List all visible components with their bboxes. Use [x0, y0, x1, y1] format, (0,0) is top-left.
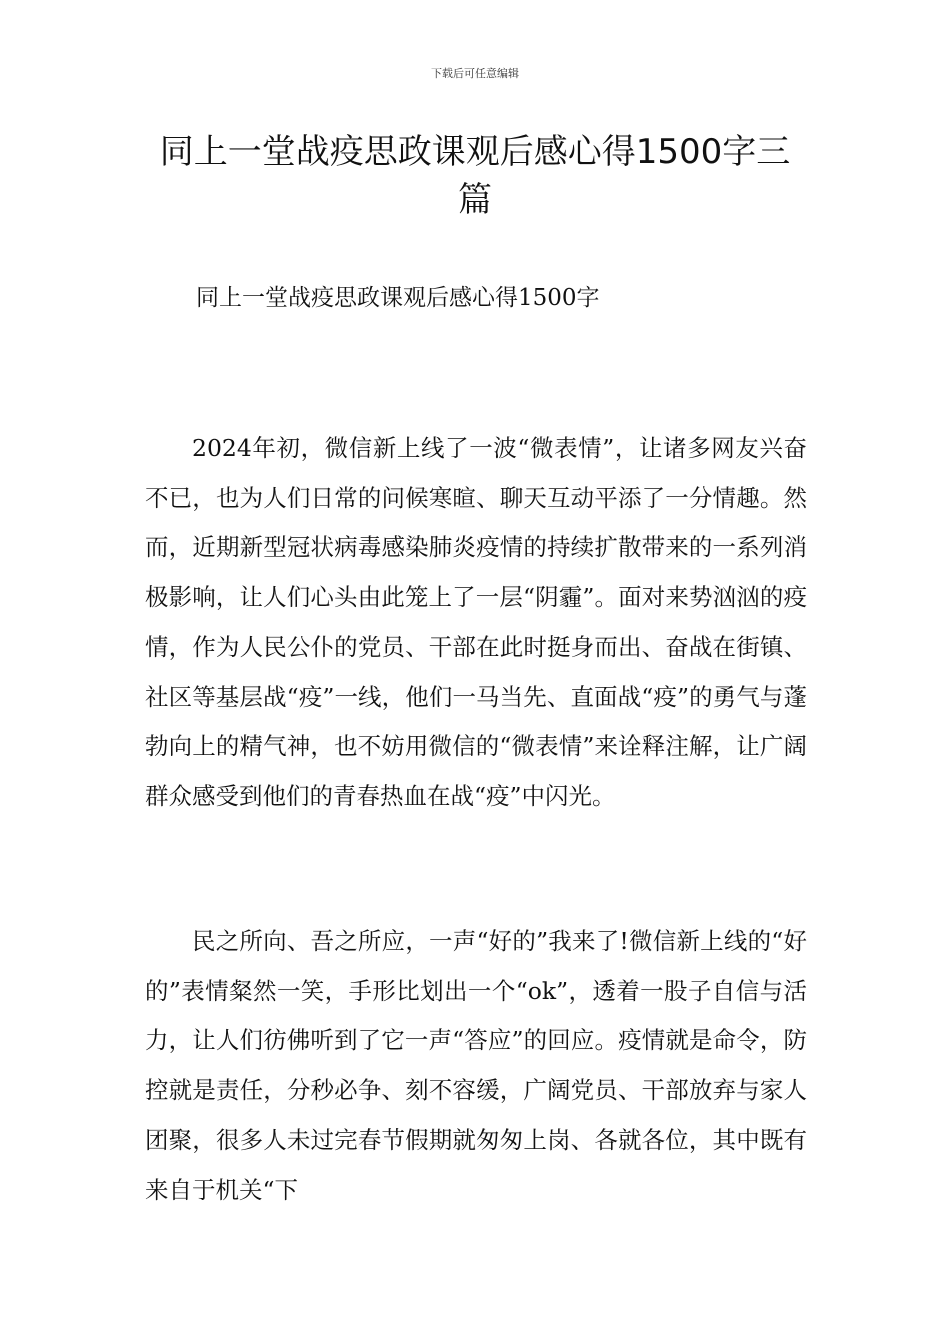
header-note: 下载后可任意编辑 — [431, 67, 519, 80]
body-paragraph: 2024年初，微信新上线了一波“微表情”，让诸多网友兴奋不已，也为人们日常的问候寒暄、聊天互动平添了一分情趣。然而，近期新型冠状病毒感染肺炎疫情的持续扩散带来的一系列消极影响，让人们心头由此笼上了一层“阴霾”。面对来势汹汹的疫情，作为人民公仆的党员、干部在此时挺身而出、奋战在街镇、社区等基层战“疫”一线，他们一马当先、直面战“疫”的勇气与蓬勃向上的精气神，也不妨用微信的“微表情”来诠释注解，让广阔群众感受到他们的青春热血在战“疫”中闪光。 — [145, 434, 807, 810]
body-paragraph: 民之所向、吾之所应，一声“好的”我来了!微信新上线的“好的”表情粲然一笑，手形比划出一个“ok”，透着一股子自信与活力，让人们彷佛听到了它一声“答应”的回应。疫情就是命令，防控就是责任，分秒必争、刻不容缓，广阔党员、干部放弃与家人团聚，很多人未过完春节假期就匆匆上岗、各就各位，其中既有来自于机关“下 — [145, 927, 807, 1204]
document-title: 同上一堂战疫思政课观后感心得1500字三篇 — [159, 132, 791, 220]
section-subtitle: 同上一堂战疫思政课观后感心得1500字 — [196, 285, 600, 311]
